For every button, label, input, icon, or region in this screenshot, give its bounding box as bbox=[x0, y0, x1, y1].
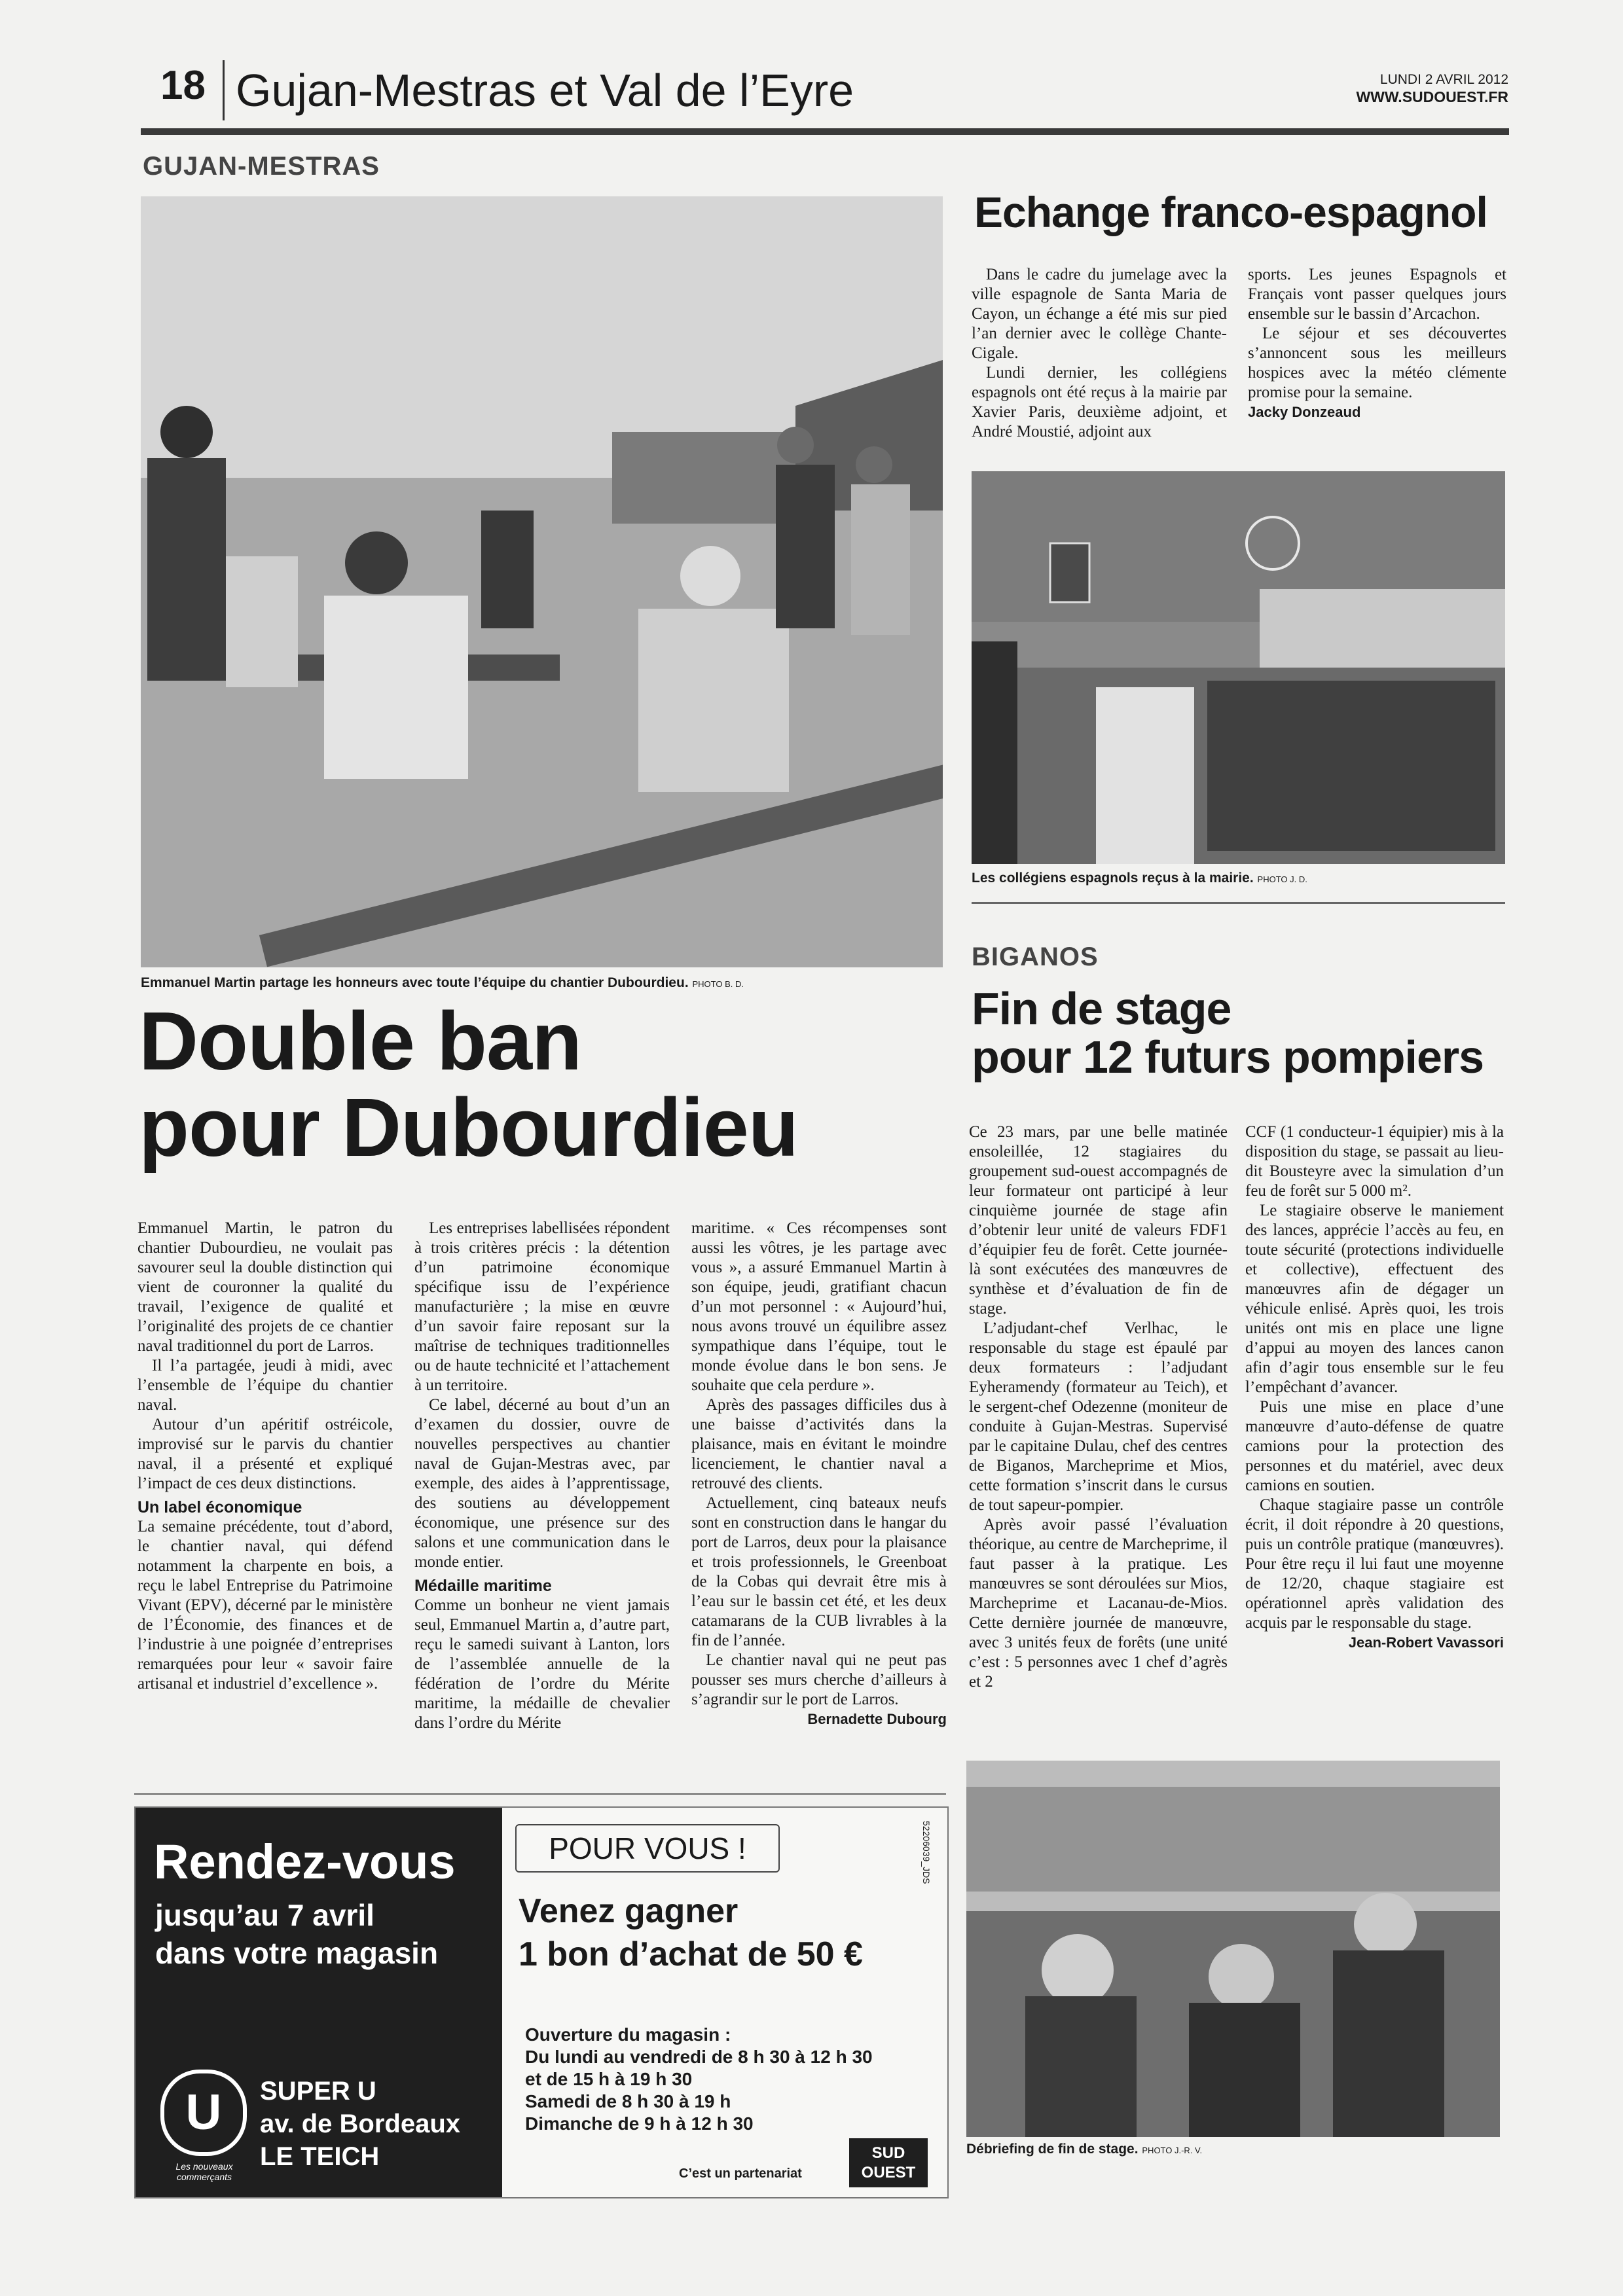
ad-subtitle-line1: jusqu’au 7 avril bbox=[155, 1898, 374, 1932]
hours-title: Ouverture du magasin : bbox=[525, 2024, 731, 2045]
headline-pompiers bbox=[972, 985, 1508, 1081]
logo-letter: U bbox=[185, 2085, 222, 2140]
ad-subtitle-line2: dans votre magasin bbox=[155, 1936, 439, 1970]
headline-echange: Echange franco-espagnol bbox=[974, 188, 1487, 236]
para: L’adjudant-chef Verlhac, le responsable du stage est épaulé par deux formateurs : l’adjudant Eyheramendy (formateur au Teich), et le sergent-chef Odezenne (moniteur de conduite à Gujan-Mestras. Supervisé par le capitaine Dulau, chef des centres de Biganos, Marcheprime et Mios, cette formation s’inscrit dans le cursus de tout sapeur-pompier. bbox=[969, 1319, 1228, 1514]
store-info bbox=[260, 2075, 460, 2173]
biganos-col-1 bbox=[969, 1122, 1228, 1692]
para: Ce 23 mars, par une belle matinée ensoleillée, 12 stagiaires du groupement sud-ouest accompagnés de leur formateur ont participé à leur cinquième journée de stage afin d’obtenir leur unité de valeurs FDF1 d’équipier feu de forêt. Cette journée-là sont exécutées des manœuvres de synthèse et d’évaluation de fin de stage. bbox=[969, 1123, 1228, 1318]
store-address: av. de Bordeaux bbox=[260, 2109, 461, 2138]
ad-title: Rendez-vous bbox=[154, 1835, 456, 1889]
echange-col-1 bbox=[972, 265, 1227, 442]
headline-double-ban-line2: pour Dubourdieu bbox=[139, 1081, 798, 1174]
ad-subtitle bbox=[155, 1896, 438, 1972]
caption-pompiers bbox=[966, 2142, 1202, 2157]
para: Dans le cadre du jumelage avec la ville espagnole de Santa Maria de Cayon, un échange a été mis sur pied l’an dernier avec le collège Chante-Cigale. bbox=[972, 266, 1227, 362]
subhead-label-economique: Un label économique bbox=[137, 1498, 302, 1516]
headline-pompiers-line1: Fin de stage bbox=[972, 983, 1231, 1034]
biganos-col-2 bbox=[1245, 1122, 1504, 1653]
left-col-2 bbox=[414, 1219, 670, 1733]
photo-mairie-image bbox=[972, 471, 1505, 864]
para: CCF (1 conducteur-1 équipier) mis à la disposition du stage, se passait au lieu-dit Bousteyre avec la simulation d’un feu de forêt sur 5 000 m². bbox=[1245, 1123, 1504, 1200]
para: Emmanuel Martin, le patron du chantier Dubourdieu, ne voulait pas savourer seul la double distinction qui vient de couronner la qualité du travail, l’exigence de qualité et l’originalité des projets de ce chantier naval traditionnel du port de Larros. bbox=[137, 1219, 393, 1355]
para: Le stagiaire observe le maniement des lances, apprécie l’accès au feu, en toute sécurité (protections individuelle et collective), effectuent des manœuvres afin de dégager un véhicule enlisé. Après quoi, les trois unités ont mis en place une ligne d’appui au moyen des lances canon afin d’agir tous ensemble sur le feu l’empêchant d’avancer. bbox=[1245, 1202, 1504, 1396]
logo-tagline: Les nouveaux commerçants bbox=[175, 2161, 233, 2182]
kicker-gujan-mestras: GUJAN-MESTRAS bbox=[143, 152, 380, 181]
signature-dubourg: Bernadette Dubourg bbox=[807, 1711, 947, 1727]
caption-pompiers-text: Débriefing de fin de stage. bbox=[966, 2142, 1139, 2157]
ad-offer-line2: 1 bon d’achat de 50 € bbox=[519, 1935, 863, 1973]
super-u-logo-icon bbox=[160, 2070, 247, 2156]
para: Chaque stagiaire passe un contrôle écrit, il doit répondre à 20 questions, puis un contrôle pratique (manœuvres). Pour être reçu il lui faut une moyenne de 12/20, chaque stagiaire est opérationnel après validation des acquis par le responsable du stage. bbox=[1245, 1496, 1504, 1632]
headline-double-ban-line1: Double ban bbox=[139, 995, 581, 1087]
caption-mairie bbox=[972, 870, 1307, 886]
para: Comme un bonheur ne vient jamais seul, Emmanuel Martin a, d’autre part, reçu le samedi suivant à Lanton, lors de l’assemblée annuelle de la fédération de l’ordre du Mérite maritime, la médaille de chevalier dans l’ordre du Mérite bbox=[414, 1596, 670, 1732]
ad-right-panel bbox=[502, 1808, 947, 2197]
para: maritime. « Ces récompenses sont aussi les vôtres, je les partage avec vous », a assuré Emmanuel Martin à son équipe, jeudi, gratifiant chacun d’un mot personnel : « Aujourd’hui, nous avons trouvé un équilibre assez sympathique dans l’équipe, tout le monde évolue dans le bon sens. Je souhaite que cela perdure ». bbox=[691, 1219, 947, 1394]
para: Le chantier naval qui ne peut pas pousser ses murs cherche d’ailleurs à s’agrandir sur le port de Larros. bbox=[691, 1651, 947, 1708]
header-separator bbox=[223, 60, 225, 120]
para: Puis une mise en place d’une manœuvre d’auto-défense de quatre camions pour la protection des personnes et du matériel, avec deux camions en soutien. bbox=[1245, 1398, 1504, 1494]
subhead-medaille-maritime: Médaille maritime bbox=[414, 1577, 552, 1595]
photo-pompiers-image bbox=[966, 1761, 1500, 2137]
hours-line: Dimanche de 9 h à 12 h 30 bbox=[525, 2113, 754, 2134]
hours-line: Samedi de 8 h 30 à 19 h bbox=[525, 2091, 731, 2111]
header-date-block bbox=[1356, 71, 1508, 107]
caption-mairie-text: Les collégiens espagnols reçus à la mairie. bbox=[972, 870, 1254, 886]
store-city: LE TEICH bbox=[260, 2142, 380, 2171]
ad-top-rule bbox=[134, 1793, 946, 1795]
para: Actuellement, cinq bateaux neufs sont en construction dans le hangar du port de Larros, deux pour la plaisance et trois professionnels, le Greenboat de la Cobas qui devrait être mis à l’eau sur le bassin cet été, et les deux catamarans de la CUB livrables à la fin de l’année. bbox=[691, 1494, 947, 1649]
divider-biganos bbox=[972, 902, 1505, 904]
caption-chantier-text: Emmanuel Martin partage les honneurs avec toute l’équipe du chantier Dubourdieu. bbox=[141, 975, 689, 990]
para: sports. Les jeunes Espagnols et Français vont passer quelques jours ensemble sur le bassin d’Arcachon. bbox=[1248, 266, 1506, 323]
issue-date: LUNDI 2 AVRIL 2012 bbox=[1379, 72, 1508, 87]
section-title: Gujan-Mestras et Val de l’Eyre bbox=[236, 65, 854, 116]
left-col-1 bbox=[137, 1219, 393, 1694]
photo-pompiers bbox=[966, 1761, 1500, 2137]
page-number: 18 bbox=[160, 63, 206, 108]
caption-mairie-credit: PHOTO J. D. bbox=[1257, 874, 1307, 884]
para: Après des passages difficiles dus à une baisse d’activités dans la plaisance, mais en évitant le moindre licenciement, le chantier naval a retrouvé des clients. bbox=[691, 1396, 947, 1492]
ad-left-panel bbox=[136, 1808, 502, 2197]
ad-offer bbox=[519, 1890, 863, 1976]
ad-offer-line1: Venez gagner bbox=[519, 1892, 739, 1930]
signature-donzeaud: Jacky Donzeaud bbox=[1248, 404, 1361, 420]
photo-chantier-team bbox=[141, 196, 943, 967]
para: Il l’a partagée, jeudi à midi, avec l’ensemble de l’équipe du chantier naval. bbox=[137, 1357, 393, 1414]
sud-ouest-logo-icon bbox=[849, 2138, 928, 2187]
para: Lundi dernier, les collégiens espagnols ont été reçus à la mairie par Xavier Paris, deuxième adjoint, et André Moustié, adjoint aux bbox=[972, 364, 1227, 440]
headline-double-ban bbox=[139, 995, 944, 1174]
hours-line: Du lundi au vendredi de 8 h 30 à 12 h 30 bbox=[525, 2047, 873, 2067]
kicker-biganos: BIGANOS bbox=[972, 942, 1099, 971]
sud-ouest-logo-line1: SUD bbox=[871, 2144, 905, 2162]
para: Après avoir passé l’évaluation théorique, au centre de Marcheprime, il faut passer à la pratique. Les manœuvres se sont déroulées sur Mios, Marcheprime et Lacanau-de-Mios. Cette dernière journée de manœuvre, avec 3 unités feux de forêts (une unité c’est : 5 personnes avec 1 chef d’agrès et 2 bbox=[969, 1516, 1228, 1691]
para: Autour d’un apéritif ostréicole, improvisé sur le parvis du chantier naval, il a présenté et expliqué l’impact de ces deux distinctions. bbox=[137, 1416, 393, 1492]
para: Ce label, décerné au bout d’un an d’examen du dossier, ouvre de nouvelles perspectives au chantier naval de Gujan-Mestras avec, par exemple, des aides à l’apprentissage, des soutiens au développement économique, une présence sur des salons et une communication dans le monde entier. bbox=[414, 1396, 670, 1571]
ad-hours bbox=[525, 2024, 873, 2135]
headline-pompiers-line2: pour 12 futurs pompiers bbox=[972, 1031, 1484, 1083]
header-rule bbox=[141, 128, 1509, 135]
ad-ref: 52206039_JDS bbox=[921, 1821, 932, 1884]
ad-partner: C’est un partenariat bbox=[679, 2166, 802, 2181]
caption-chantier-credit: PHOTO B. D. bbox=[692, 979, 744, 989]
left-col-3 bbox=[691, 1219, 947, 1729]
caption-pompiers-credit: PHOTO J.-R. V. bbox=[1142, 2145, 1203, 2155]
para: Le séjour et ses découvertes s’annoncent sous les meilleurs hospices avec la météo clémente promise pour la semaine. bbox=[1248, 325, 1506, 401]
ad-banner: POUR VOUS ! bbox=[515, 1824, 780, 1873]
photo-chantier-image bbox=[141, 196, 943, 967]
caption-chantier bbox=[141, 975, 744, 991]
ad-super-u[interactable] bbox=[134, 1806, 949, 2198]
store-name: SUPER U bbox=[260, 2077, 376, 2106]
sud-ouest-logo-line2: OUEST bbox=[861, 2164, 916, 2181]
echange-col-2 bbox=[1248, 265, 1506, 422]
para: Les entreprises labellisées répondent à trois critères précis : la détention d’un patrimoine économique spécifique issu de l’expérience manufacturière ; la mise en œuvre d’un savoir faire reposant sur la maîtrise de techniques traditionnelles ou de haute technicité et l’attachement à un territoire. bbox=[414, 1219, 670, 1394]
hours-line: et de 15 h à 19 h 30 bbox=[525, 2069, 693, 2089]
photo-mairie bbox=[972, 471, 1505, 864]
website-link[interactable]: WWW.SUDOUEST.FR bbox=[1356, 88, 1508, 105]
signature-vavassori: Jean-Robert Vavassori bbox=[1348, 1634, 1504, 1651]
para: La semaine précédente, tout d’abord, le chantier naval, qui défend notamment la charpente en bois, a reçu le label Entreprise du Patrimoine Vivant (EPV), décerné par le ministère de l’Économie, des finances et de l’industrie à une poignée d’entreprises remarquées pour leur « savoir faire artisanal et industriel d’excellence ». bbox=[137, 1518, 393, 1693]
